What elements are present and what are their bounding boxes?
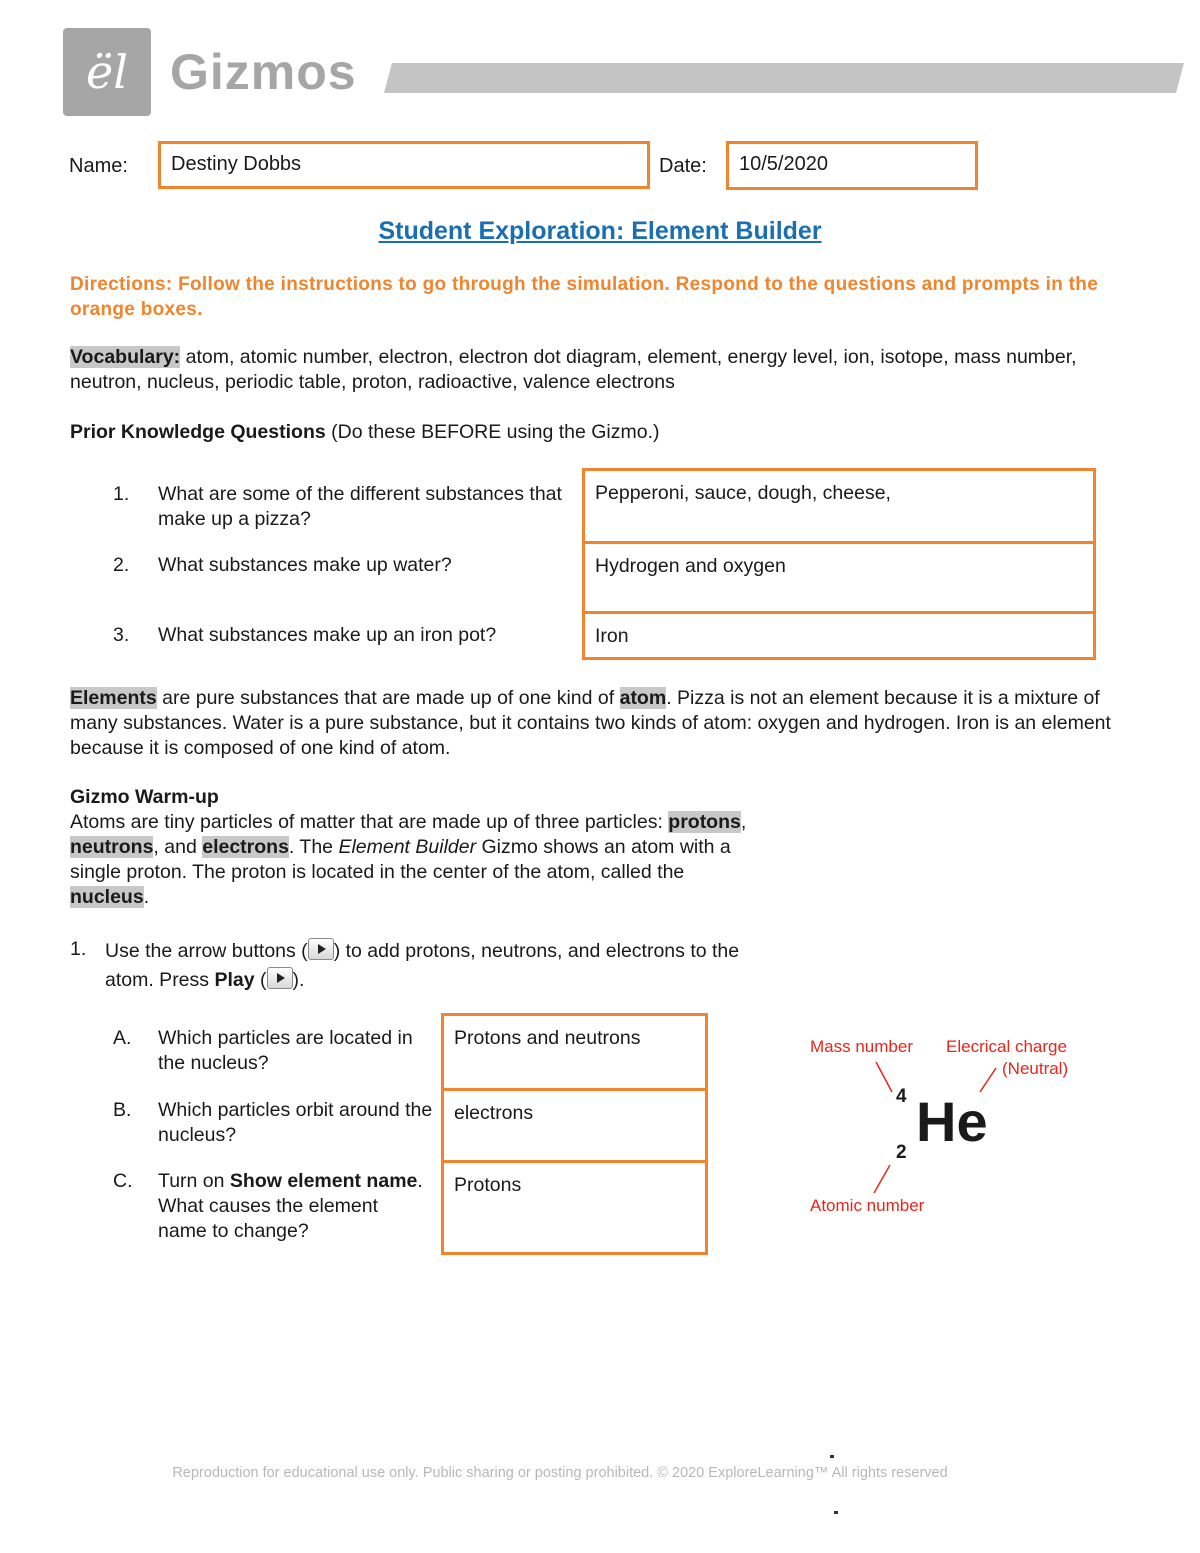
answer-text: Protons and neutrons bbox=[454, 1027, 641, 1049]
paragraph-text: , and bbox=[153, 836, 203, 858]
answer-box[interactable] bbox=[444, 1160, 705, 1252]
date-field[interactable] bbox=[726, 141, 978, 190]
footer-dot bbox=[830, 1455, 834, 1458]
vocabulary-label: Vocabulary: bbox=[70, 346, 181, 368]
gizmos-logo bbox=[63, 28, 151, 116]
paragraph-text: . The bbox=[288, 836, 339, 858]
directions: Directions: Follow the instructions to go through the simulation. Respond to the questions and prompts in the orange boxes. bbox=[70, 274, 1099, 320]
name-field[interactable] bbox=[158, 141, 650, 189]
electrical-charge-label: Elecrical charge bbox=[946, 1037, 1067, 1056]
paragraph-text: Use the arrow buttons ( bbox=[105, 940, 308, 962]
answer-box[interactable] bbox=[444, 1088, 705, 1161]
play-label: Play bbox=[214, 969, 255, 991]
paragraph-text: ). bbox=[292, 969, 305, 991]
question-text: Which particles orbit around the nucleus? bbox=[158, 1099, 433, 1146]
paragraph-text: Turn on bbox=[158, 1170, 230, 1192]
question-number: 3. bbox=[113, 624, 130, 646]
footer-dot bbox=[834, 1511, 838, 1514]
term-nucleus: nucleus bbox=[70, 886, 144, 908]
mass-pointer-line bbox=[876, 1062, 892, 1092]
prior-knowledge-note: (Do these BEFORE using the Gizmo.) bbox=[325, 421, 660, 443]
paragraph-text: ( bbox=[254, 969, 267, 991]
show-element-name-label: Show element name bbox=[229, 1170, 418, 1192]
name-label: Name: bbox=[69, 155, 128, 177]
question-text bbox=[158, 1169, 423, 1244]
term-elements: Elements bbox=[70, 687, 157, 709]
play-button-icon bbox=[267, 967, 293, 989]
atomic-pointer-line bbox=[874, 1165, 890, 1193]
question-letter: B. bbox=[113, 1099, 132, 1121]
mass-number-label: Mass number bbox=[810, 1037, 913, 1056]
warmup-answers bbox=[441, 1013, 708, 1255]
term-electrons: electrons bbox=[202, 836, 289, 858]
page-title: Student Exploration: Element Builder bbox=[378, 217, 822, 245]
element-symbol: He bbox=[916, 1090, 988, 1153]
vocabulary-text: atom, atomic number, electron, electron dot diagram, element, energy level, ion, isotope, mass number, neutron, nucleus, periodic table, proton, radioactive, valence electrons bbox=[70, 346, 1077, 393]
question-text: What substances make up water? bbox=[158, 554, 452, 576]
question-number: 1. bbox=[113, 483, 130, 505]
mass-number-value: 4 bbox=[896, 1086, 907, 1107]
elements-paragraph bbox=[70, 686, 1130, 761]
paragraph-text: Gizmo shows an atom with a single proton. The proton is located in the center of the atom, called the bbox=[70, 836, 731, 883]
gizmo-name: Element Builder bbox=[338, 836, 477, 858]
paragraph-text: . bbox=[143, 886, 150, 908]
answer-text: Iron bbox=[595, 625, 629, 647]
charge-sub-label: (Neutral) bbox=[1002, 1059, 1069, 1078]
step-instructions bbox=[105, 937, 765, 995]
prior-knowledge-answers bbox=[582, 468, 1096, 660]
paragraph-text: ) to add protons, neutrons, and electrons to the atom. Press bbox=[105, 940, 740, 991]
prior-knowledge-heading bbox=[70, 420, 1070, 445]
date-label: Date: bbox=[659, 155, 707, 177]
footer-copyright: Reproduction for educational use only. Public sharing or posting prohibited. © 2020 ExploreLearning™ All rights reserved bbox=[172, 1465, 948, 1481]
answer-text: electrons bbox=[454, 1102, 534, 1124]
answer-text: Hydrogen and oxygen bbox=[595, 555, 786, 577]
vocabulary bbox=[70, 345, 1130, 395]
atomic-number-value: 2 bbox=[896, 1142, 907, 1163]
date-value: 10/5/2020 bbox=[739, 153, 828, 175]
prior-knowledge-title: Prior Knowledge Questions bbox=[70, 421, 326, 443]
question-letter: A. bbox=[113, 1027, 132, 1049]
answer-text: Protons bbox=[454, 1174, 522, 1196]
warmup-title: Gizmo Warm-up bbox=[70, 786, 219, 808]
atomic-number-label: Atomic number bbox=[810, 1196, 925, 1215]
question-letter: C. bbox=[113, 1170, 133, 1192]
answer-box[interactable] bbox=[585, 471, 1093, 542]
term-atom: atom bbox=[619, 687, 667, 709]
answer-box[interactable] bbox=[444, 1016, 705, 1089]
charge-pointer-line bbox=[980, 1068, 996, 1092]
question-number: 2. bbox=[113, 554, 130, 576]
term-protons: protons bbox=[668, 811, 741, 833]
warmup-paragraph bbox=[70, 810, 760, 910]
brand-name: Gizmos bbox=[170, 44, 357, 100]
question-text: What substances make up an iron pot? bbox=[158, 624, 497, 646]
paragraph-text: , bbox=[740, 811, 747, 833]
header-bar bbox=[384, 63, 1184, 93]
step-number: 1. bbox=[70, 938, 87, 960]
term-neutrons: neutrons bbox=[70, 836, 154, 858]
logo-mark: ël bbox=[86, 45, 128, 99]
paragraph-text: . Pizza is not an element because it is a mixture of many substances. Water is a pure substance, but it contains two kinds of atom: oxygen and hydrogen. Iron is an element because it is composed of one kind of atom. bbox=[70, 687, 1111, 759]
answer-box[interactable] bbox=[585, 541, 1093, 612]
question-text: What are some of the different substances that make up a pizza? bbox=[158, 483, 562, 530]
paragraph-text: . What causes the element name to change? bbox=[158, 1170, 423, 1242]
answer-text: Pepperoni, sauce, dough, cheese, bbox=[595, 482, 891, 504]
arrow-button-icon bbox=[308, 938, 334, 960]
paragraph-text: Atoms are tiny particles of matter that are made up of three particles: bbox=[70, 811, 669, 833]
answer-box[interactable] bbox=[585, 611, 1093, 657]
name-value: Destiny Dobbs bbox=[171, 153, 302, 175]
paragraph-text: are pure substances that are made up of one kind of bbox=[156, 687, 620, 709]
warmup-heading bbox=[70, 785, 219, 810]
helium-diagram bbox=[800, 1030, 1090, 1230]
question-text: Which particles are located in the nucleus? bbox=[158, 1027, 413, 1074]
